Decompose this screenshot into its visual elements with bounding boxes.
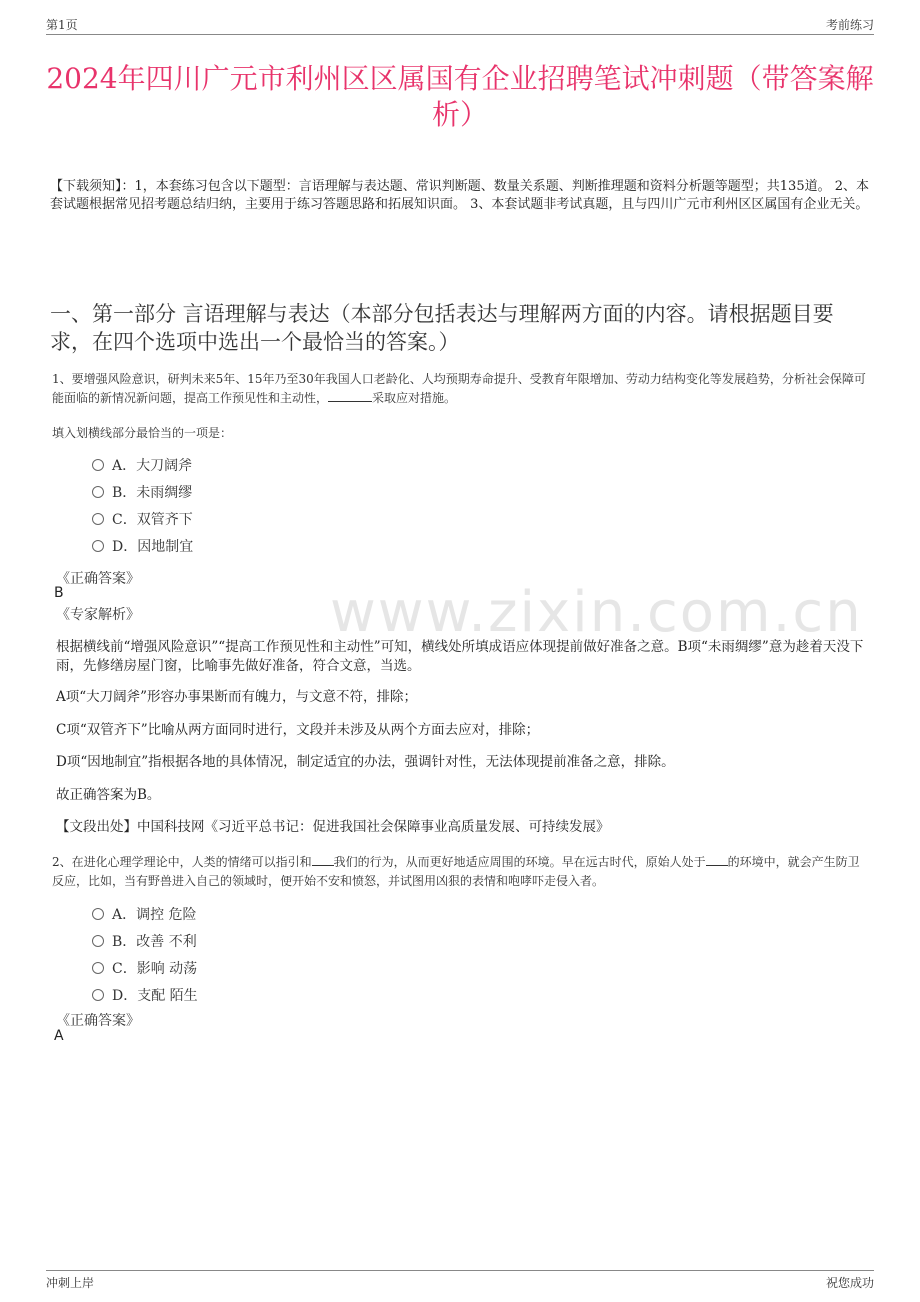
download-notice: 【下载须知】：1，本套练习包含以下题型：言语理解与表达题、常识判断题、数量关系题、判断推理题和资料分析题等题型；共135道。 2、本套试题根据常见招考题总结归纳，主要用于练习答题思路和拓展知识面。 3、本套试题非考试真题，且与四川广元市利州区区属国有企业无关。 [50, 179, 869, 212]
q1-option-c[interactable] [92, 510, 193, 530]
radio-icon[interactable] [92, 459, 104, 471]
q1-option-d[interactable] [92, 537, 193, 557]
blank-line [312, 865, 334, 866]
q2-option-c[interactable] [92, 959, 197, 979]
watermark: www.zixin.com.cn [330, 580, 863, 645]
option-label: B．改善 不利 [112, 934, 197, 950]
analysis-paragraph: C项“双管齐下”比喻从两方面同时进行，文段并未涉及从两个方面去应对，排除； [56, 722, 540, 738]
answer-label: 《正确答案》 [56, 1013, 140, 1029]
question-2-text-a: 2、在进化心理学理论中，人类的情绪可以指引和 [52, 855, 312, 869]
question-1-text-b: 采取应对措施。 [372, 391, 457, 405]
q1-option-b[interactable] [92, 483, 192, 503]
answer-value: A [54, 1028, 64, 1044]
fill-prompt: 填入划横线部分最恰当的一项是： [52, 426, 233, 440]
blank-line [706, 865, 728, 866]
option-label: D．因地制宜 [112, 539, 194, 555]
question-1-stem [52, 370, 868, 408]
option-label: A．调控 危险 [112, 907, 197, 923]
option-label: A．大刀阔斧 [112, 458, 193, 474]
option-label: C．影响 动荡 [112, 961, 198, 977]
radio-icon[interactable] [92, 935, 104, 947]
radio-icon[interactable] [92, 486, 104, 498]
radio-icon[interactable] [92, 908, 104, 920]
radio-icon[interactable] [92, 962, 104, 974]
q2-option-d[interactable] [92, 986, 198, 1006]
analysis-paragraph: A项“大刀阔斧”形容办事果断而有魄力，与文意不符，排除； [56, 689, 418, 705]
q2-option-a[interactable] [92, 905, 197, 925]
footer-right: 祝您成功 [825, 1276, 874, 1290]
page-footer [46, 1270, 874, 1295]
analysis-paragraph: D项“因地制宜”指根据各地的具体情况，制定适宜的办法，强调针对性，无法体现提前准备之意，排除。 [56, 754, 675, 770]
radio-icon[interactable] [92, 513, 104, 525]
option-label: C．双管齐下 [112, 512, 193, 528]
radio-icon[interactable] [92, 540, 104, 552]
document-title: 2024年四川广元市利州区区属国有企业招聘笔试冲刺题（带答案解析） [46, 61, 874, 131]
option-label: D．支配 陌生 [112, 988, 198, 1004]
footer-left: 冲刺上岸 [46, 1276, 95, 1290]
question-2-text-b: 我们的行为，从而更好地适应周围的环境。早在远古时代，原始人处于 [333, 855, 706, 869]
radio-icon[interactable] [92, 989, 104, 1001]
q2-option-b[interactable] [92, 932, 197, 952]
page-number: 第1页 [46, 18, 78, 32]
answer-label: 《正确答案》 [56, 571, 140, 587]
question-1-text-a: 1、要增强风险意识，研判未来5年、15年乃至30年我国人口老龄化、人均预期寿命提升、受教育年限增加、劳动力结构变化等发展趋势，分析社会保障可能面临的新情况新问题，提高工作预见性和主动性， [52, 372, 866, 405]
q1-option-a[interactable] [92, 456, 192, 476]
blank-line [328, 401, 372, 402]
analysis-label: 《专家解析》 [56, 607, 140, 623]
section-heading: 一、第一部分 言语理解与表达（本部分包括表达与理解两方面的内容。请根据题目要求，在四个选项中选出一个最恰当的答案。） [50, 302, 834, 354]
answer-value: B [54, 585, 64, 601]
source-citation: 【文段出处】中国科技网《习近平总书记：促进我国社会保障事业高质量发展、可持续发展》 [56, 819, 610, 835]
question-2-stem [52, 853, 868, 891]
header-tag: 考前练习 [825, 18, 874, 32]
analysis-paragraph: 根据横线前“增强风险意识”“提高工作预见性和主动性”可知，横线处所填成语应体现提前做好准备之意。B项“未雨绸缪”意为趁着天没下雨，先修缮房屋门窗，比喻事先做好准备，符合文意，当选。 [56, 639, 864, 674]
option-label: B．未雨绸缪 [112, 485, 193, 501]
analysis-conclusion: 故正确答案为B。 [56, 787, 161, 803]
question-2-text-c: 的环境中，就会产生防卫反应，比如，当有野兽进入自己的领域时，便开始不安和愤怒，并试图用凶狠的表情和咆哮吓走侵入者。 [52, 855, 860, 888]
page-header [46, 14, 874, 35]
